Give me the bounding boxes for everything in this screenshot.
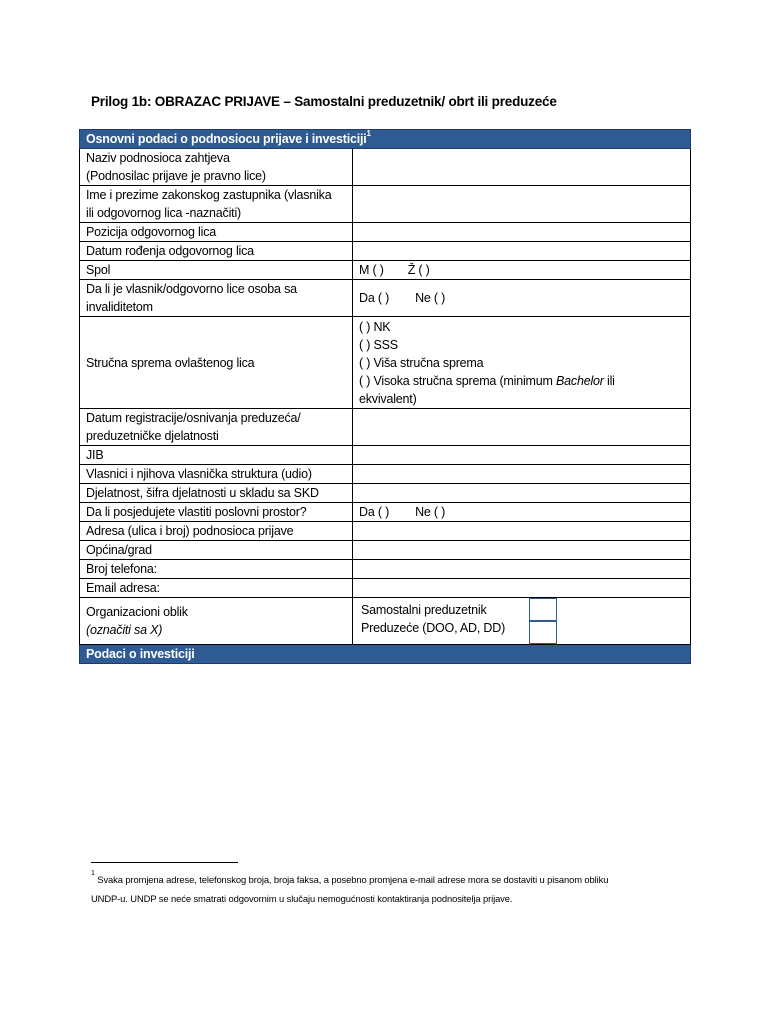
gender-option-z[interactable]: Ž ( ) <box>407 263 430 277</box>
row-position <box>80 223 691 242</box>
label-gender: Spol <box>80 261 353 280</box>
section-title-investment: Podaci o investiciji <box>80 645 691 664</box>
row-org-form <box>80 598 691 645</box>
section-header-investment <box>80 645 691 664</box>
document-title: Prilog 1b: OBRAZAC PRIJAVE – Samostalni preduzetnik/ obrt ili preduzeće <box>91 94 557 109</box>
row-municipality <box>80 541 691 560</box>
field-activity[interactable] <box>353 484 691 503</box>
label-activity: Djelatnost, šifra djelatnosti u skladu sa SKD <box>80 484 353 503</box>
label-address: Adresa (ulica i broj) podnosioca prijave <box>80 522 353 541</box>
disability-option-yes[interactable]: Da ( ) <box>359 291 390 305</box>
sole-proprietor-checkbox[interactable] <box>529 598 557 621</box>
field-position[interactable] <box>353 223 691 242</box>
row-education <box>80 317 691 409</box>
row-jib <box>80 446 691 465</box>
label-own-premises: Da li posjedujete vlastiti poslovni prostor? <box>80 503 353 522</box>
row-legal-representative <box>80 186 691 223</box>
section-title: Osnovni podaci o podnosiocu prijave i investiciji <box>86 132 367 146</box>
section-header-basic-info <box>80 130 691 149</box>
row-phone <box>80 560 691 579</box>
label-registration-date: Datum registracije/osnivanja preduzeća/ preduzetničke djelatnosti <box>80 409 353 446</box>
row-date-of-birth <box>80 242 691 261</box>
row-address <box>80 522 691 541</box>
row-email <box>80 579 691 598</box>
field-org-form <box>353 598 691 645</box>
field-email[interactable] <box>353 579 691 598</box>
footnote-number: 1 <box>91 870 95 877</box>
field-phone[interactable] <box>353 560 691 579</box>
field-education <box>353 317 691 409</box>
row-applicant-name <box>80 149 691 186</box>
education-option-sss[interactable]: ( ) SSS <box>359 337 398 352</box>
org-option-company: Preduzeće (DOO, AD, DD) <box>361 621 506 635</box>
field-gender <box>353 261 691 280</box>
label-applicant-name: Naziv podnosioca zahtjeva (Podnosilac prijave je pravno lice) <box>80 149 353 186</box>
field-legal-representative[interactable] <box>353 186 691 223</box>
disability-option-no[interactable]: Ne ( ) <box>415 291 446 305</box>
row-own-premises <box>80 503 691 522</box>
field-own-premises <box>353 503 691 522</box>
field-applicant-name[interactable] <box>353 149 691 186</box>
company-checkbox[interactable] <box>529 621 557 644</box>
label-phone: Broj telefona: <box>80 560 353 579</box>
label-jib: JIB <box>80 446 353 465</box>
field-address[interactable] <box>353 522 691 541</box>
application-form-table <box>79 129 691 664</box>
field-registration-date[interactable] <box>353 409 691 446</box>
footnote <box>91 870 691 908</box>
label-date-of-birth: Datum rođenja odgovornog lica <box>80 242 353 261</box>
row-activity <box>80 484 691 503</box>
label-owners: Vlasnici i njihova vlasnička struktura (udio) <box>80 465 353 484</box>
label-email: Email adresa: <box>80 579 353 598</box>
row-disability <box>80 280 691 317</box>
row-gender <box>80 261 691 280</box>
field-disability <box>353 280 691 317</box>
footnote-divider <box>91 862 238 863</box>
premises-option-yes[interactable]: Da ( ) <box>359 505 390 519</box>
gender-option-m[interactable]: M ( ) <box>359 263 384 277</box>
field-jib[interactable] <box>353 446 691 465</box>
label-position: Pozicija odgovornog lica <box>80 223 353 242</box>
label-org-form: Organizacioni oblik (označiti sa X) <box>80 598 353 645</box>
footnote-line-2: UNDP-u. UNDP se neće smatrati odgovornim u slučaju nemogućnosti kontaktiranja podnositelja prijave. <box>91 893 513 904</box>
footnote-line-1: Svaka promjena adrese, telefonskog broja, broja faksa, a posebno promjena e-mail adrese mora se dostaviti u pisanom obliku <box>94 874 609 885</box>
field-owners[interactable] <box>353 465 691 484</box>
row-registration-date <box>80 409 691 446</box>
row-owners <box>80 465 691 484</box>
footnote-reference: 1 <box>366 129 371 138</box>
education-option-visoka[interactable]: ( ) Visoka stručna sprema (minimum Bachelor ili ekvivalent) <box>359 373 615 406</box>
education-option-nk[interactable]: ( ) NK <box>359 319 391 334</box>
label-municipality: Općina/grad <box>80 541 353 560</box>
label-legal-representative: Ime i prezime zakonskog zastupnika (vlasnika ili odgovornog lica -naznačiti) <box>80 186 353 223</box>
label-education: Stručna sprema ovlaštenog lica <box>80 317 353 409</box>
education-option-visa[interactable]: ( ) Viša stručna sprema <box>359 355 484 370</box>
label-disability: Da li je vlasnik/odgovorno lice osoba sa invaliditetom <box>80 280 353 317</box>
field-date-of-birth[interactable] <box>353 242 691 261</box>
premises-option-no[interactable]: Ne ( ) <box>415 505 446 519</box>
org-option-sole-proprietor: Samostalni preduzetnik <box>361 603 487 617</box>
org-form-options <box>353 598 690 644</box>
field-municipality[interactable] <box>353 541 691 560</box>
